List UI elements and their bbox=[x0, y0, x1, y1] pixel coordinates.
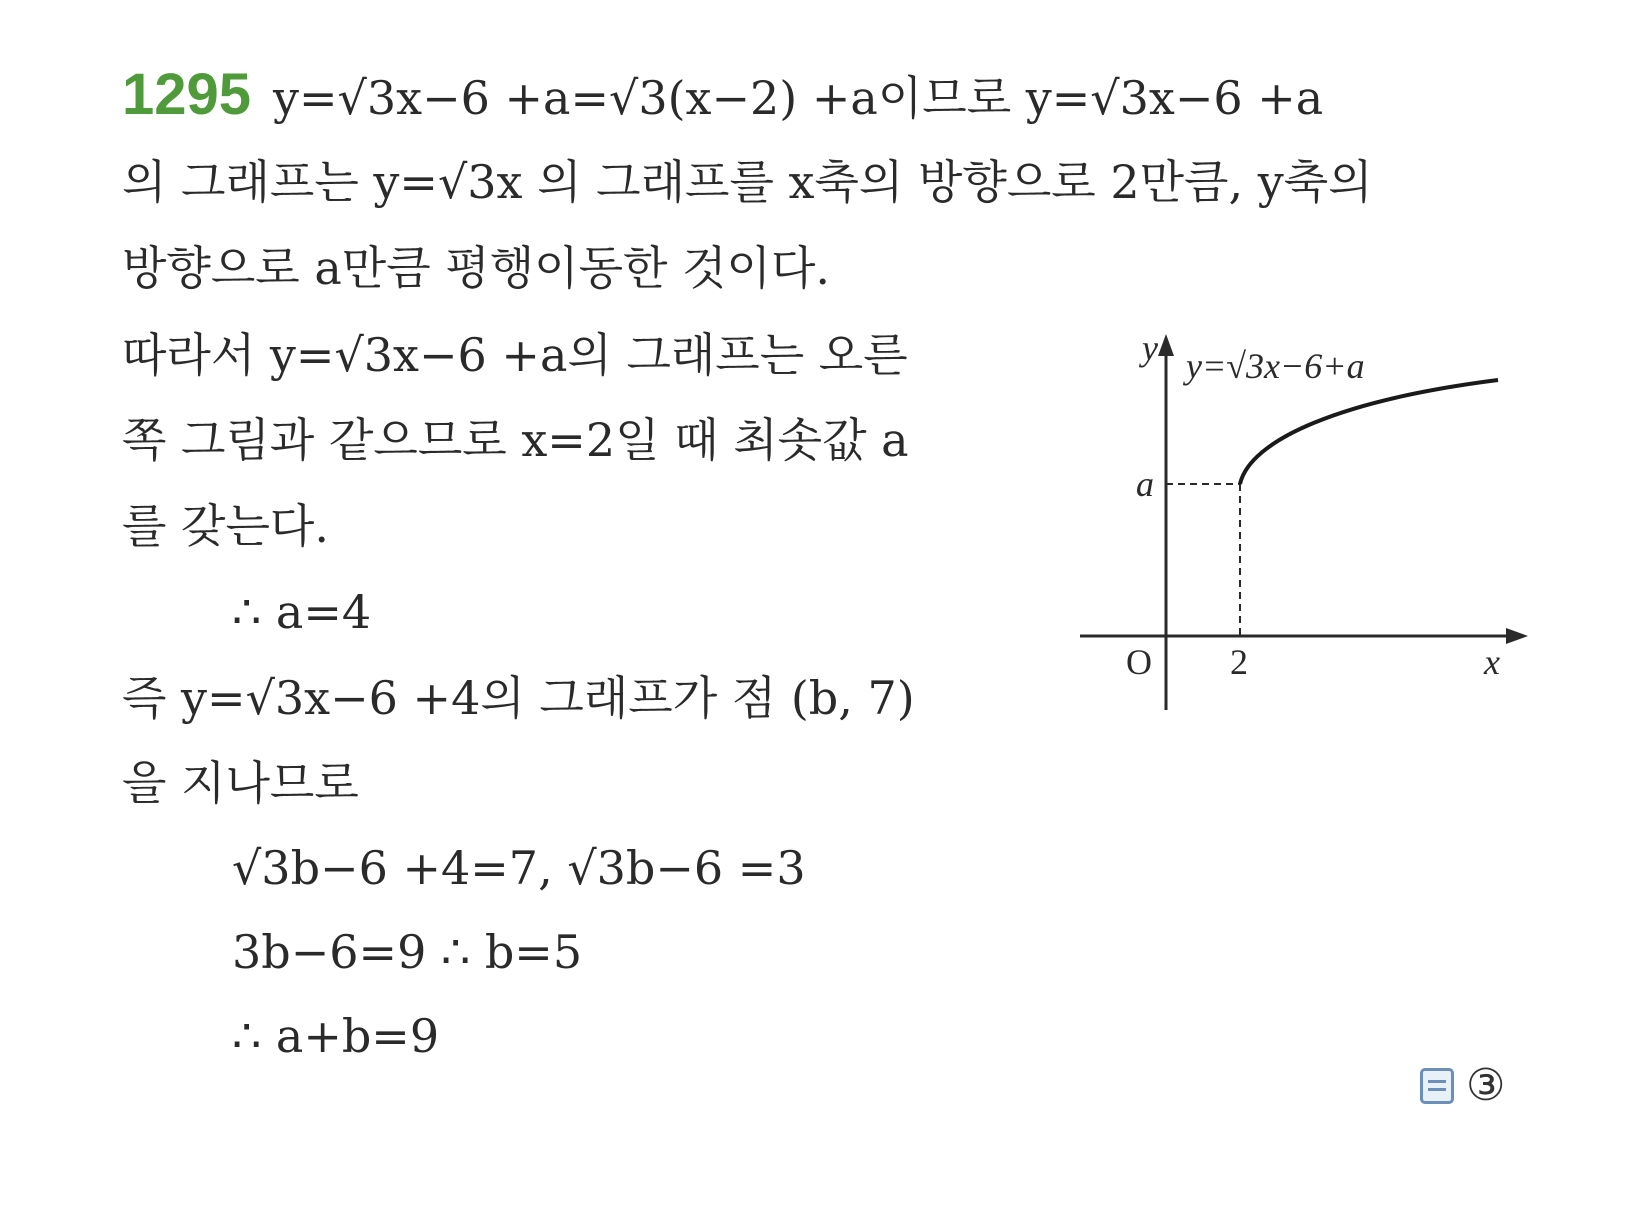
origin-label: O bbox=[1126, 642, 1152, 682]
solution-line-8: 즉 y=√3x−6 +4의 그래프가 점 (b, 7) bbox=[122, 671, 915, 725]
solution-text: y=√3x−6 +a=√3(x−2) +a이므로 y=√3x−6 +a bbox=[273, 71, 1324, 125]
answer-box bbox=[1420, 1060, 1505, 1111]
solution-line-2: 의 그래프는 y=√3x 의 그래프를 x축의 방향으로 2만큼, y축의 bbox=[122, 155, 1373, 209]
problem-number: 1295 bbox=[122, 62, 252, 127]
solution-line-7: ∴ a=4 bbox=[232, 585, 372, 639]
answer-value: ③ bbox=[1466, 1060, 1506, 1111]
solution-line-4: 따라서 y=√3x−6 +a의 그래프는 오른 bbox=[122, 328, 908, 382]
solution-line-12: ∴ a+b=9 bbox=[232, 1009, 440, 1063]
solution-line-11: 3b−6=9 ∴ b=5 bbox=[232, 925, 583, 979]
solution-line-6: 를 갖는다. bbox=[122, 499, 329, 553]
y-tick-a: a bbox=[1136, 464, 1154, 504]
solution-line-3: 방향으로 a만큼 평행이동한 것이다. bbox=[122, 241, 831, 295]
answer-icon bbox=[1420, 1068, 1454, 1104]
sqrt-curve bbox=[1240, 380, 1498, 484]
x-axis-arrow bbox=[1506, 628, 1528, 644]
curve-label: y=√3x−6+a bbox=[1186, 346, 1365, 386]
y-axis-label: y bbox=[1142, 330, 1158, 368]
solution-line-5: 쪽 그림과 같으므로 x=2일 때 최솟값 a bbox=[122, 413, 909, 467]
x-axis-label: x bbox=[1484, 642, 1500, 682]
solution-line-10: √3b−6 +4=7, √3b−6 =3 bbox=[232, 841, 806, 895]
solution-line-1 bbox=[122, 62, 1324, 128]
function-graph bbox=[1080, 330, 1540, 750]
y-axis-arrow bbox=[1158, 334, 1174, 356]
x-tick-2: 2 bbox=[1230, 642, 1248, 682]
solution-line-9: 을 지나므로 bbox=[122, 756, 359, 810]
